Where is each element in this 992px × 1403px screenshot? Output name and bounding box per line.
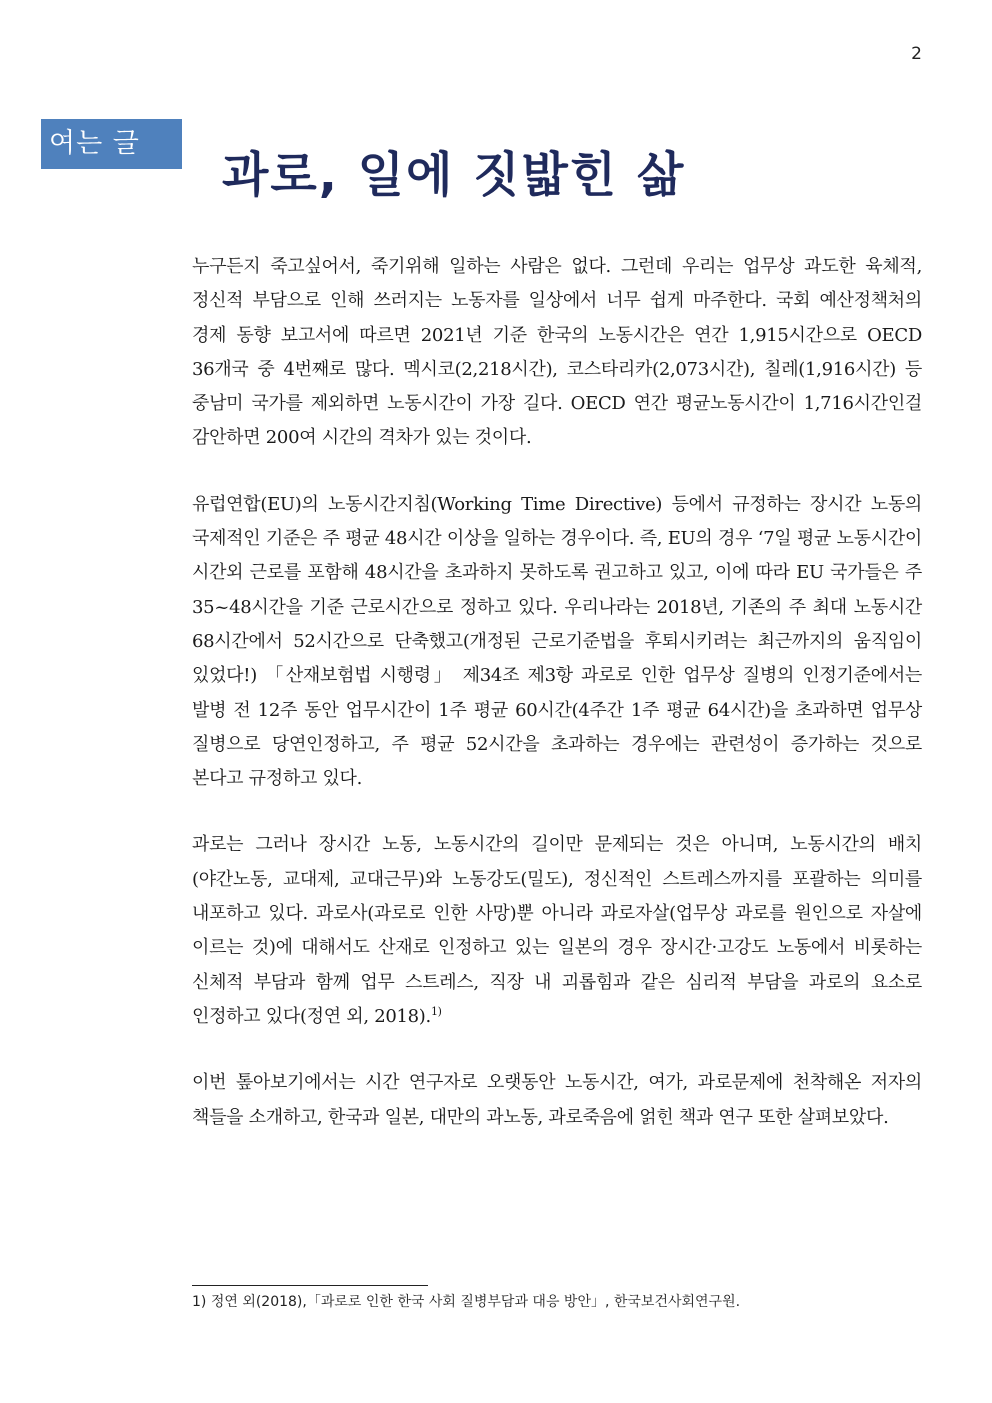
paragraph-2: 유럽연합(EU)의 노동시간지침(Working Time Directive) 등에서 규정하는 장시간 노동의 국제적인 기준은 주 평균 48시간 이상을 일하는 경우이다. 즉, EU의 경우 ‘7일 평균 노동시간이 시간외 근로를 포함해 48시간을 초과하지 못하도록 권고하고 있고, 이에 따라 EU 국가들은 주 35~48시간을 기준 근로시간으로 정하고 있다. 우리나라는 2018년, 기존의 주 최대 노동시간 68시간에서 52시간으로 단축했고(개정된 근로기준법을 후퇴시키려는 최근까지의 움직임이 있었다!) 「산재보험법 시행령」 제34조 제3항 과로로 인한 업무상 질병의 인정기준에서는 발병 전 12주 동안 업무시간이 1주 평균 60시간(4주간 1주 평균 64시간)을 초과하면 업무상 질병으로 당연인정하고, 주 평균 52시간을 초과하는 경우에는 관련성이 증가하는 것으로 본다고 규정하고 있다. (192, 493, 922, 790)
paragraph-1: 누구든지 죽고싶어서, 죽기위해 일하는 사람은 없다. 그런데 우리는 업무상 과도한 육체적, 정신적 부담으로 인해 쓰러지는 노동자를 일상에서 너무 쉽게 마주한다. 국회 예산정책처의 경제 동향 보고서에 따르면 2021년 기준 한국의 노동시간은 연간 1,915시간으로 OECD 36개국 중 4번째로 많다. 멕시코(2,218시간), 코스타리카(2,073시간), 칠레(1,916시간) 등 중남미 국가를 제외하면 노동시간이 가장 길다. OECD 연간 평균노동시간이 1,716시간인걸 감안하면 200여 시간의 격차가 있는 것이다. (192, 256, 922, 449)
paragraph-4: 이번 톺아보기에서는 시간 연구자로 오랫동안 노동시간, 여가, 과로문제에 천착해온 저자의 책들을 소개하고, 한국과 일본, 대만의 과노동, 과로죽음에 얽힌 책과 연구 또한 살펴보았다. (192, 1072, 922, 1128)
section-tag: 여는 글 (41, 119, 182, 169)
page-number: 2 (911, 44, 922, 64)
footnote: 1) 정연 외(2018),「과로로 인한 한국 사회 질병부담과 대응 방안」, 한국보건사회연구원. (192, 1294, 741, 1310)
footnote-divider (192, 1285, 428, 1286)
body-text (192, 250, 922, 1167)
page-title: 과로, 일에 짓밟힌 삶 (222, 147, 686, 203)
paragraph-3 (192, 828, 922, 1034)
footnote-reference[interactable]: 1) (430, 1004, 442, 1018)
paragraph-3-text: 과로는 그러나 장시간 노동, 노동시간의 길이만 문제되는 것은 아니며, 노동시간의 배치(야간노동, 교대제, 교대근무)와 노동강도(밀도), 정신적인 스트레스까지를 포괄하는 의미를 내포하고 있다. 과로사(과로로 인한 사망)뿐 아니라 과로자살(업무상 과로를 원인으로 자살에 이르는 것)에 대해서도 산재로 인정하고 있는 일본의 경우 장시간·고강도 노동에서 비롯하는 신체적 부담과 함께 업무 스트레스, 직장 내 괴롭힘과 같은 심리적 부담을 과로의 요소로 인정하고 있다(정연 외, 2018). (192, 834, 922, 1027)
